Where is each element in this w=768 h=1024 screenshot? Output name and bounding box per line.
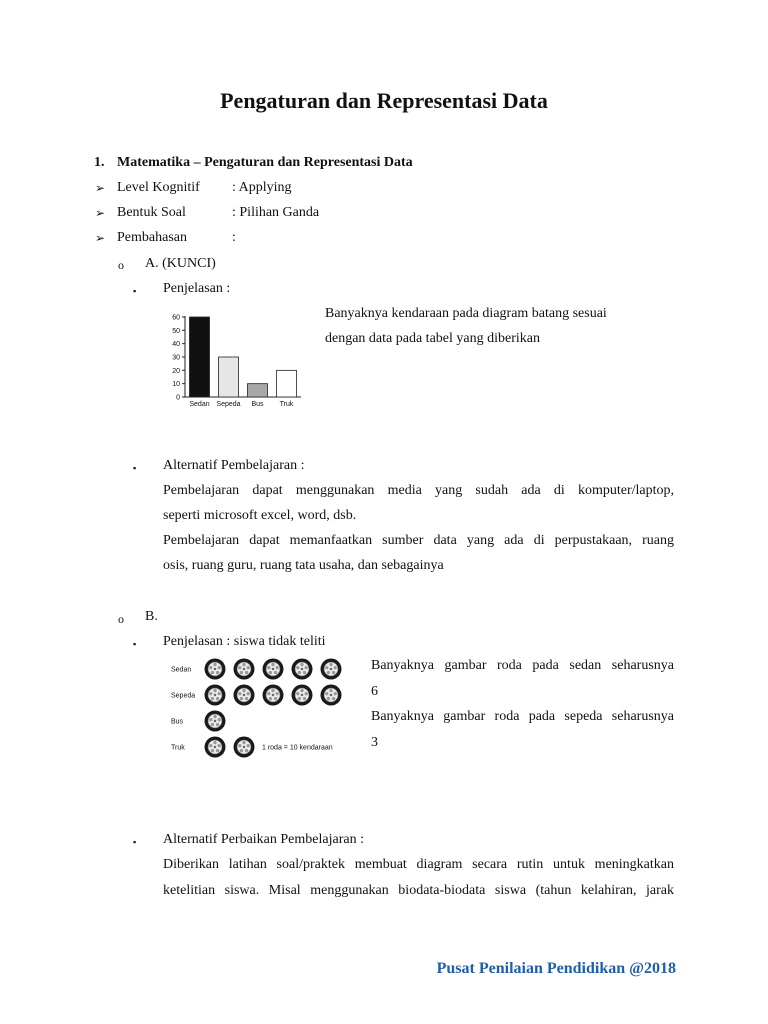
y-tick-label: 40 (172, 341, 180, 349)
bar-truk (277, 370, 297, 397)
meta-value-level: : Applying (232, 180, 292, 195)
paragraph-line: Pembelajaran dapat memanfaatkan sumber data yang ada di perpustakaan, ruang (163, 533, 674, 548)
x-tick-label: Truk (279, 401, 294, 408)
page-title: Pengaturan dan Representasi Data (220, 88, 548, 113)
wheel-icon (321, 685, 342, 706)
wheel-icon (263, 659, 284, 680)
wheel-icon (205, 659, 226, 680)
bar-chart (165, 308, 310, 412)
wheel-icon (321, 659, 342, 680)
arrow-bullet-icon: ➢ (95, 231, 106, 245)
pictogram-row-label: Bus (171, 718, 184, 726)
meta-label-pembahasan: Pembahasan (117, 230, 187, 245)
square-bullet-icon: ▪ (133, 463, 137, 473)
pictogram-row-label: Sedan (171, 666, 192, 674)
meta-label-level: Level Kognitif (117, 180, 200, 195)
square-bullet-icon: ▪ (133, 837, 137, 847)
y-tick-label: 0 (176, 394, 180, 402)
y-tick-label: 20 (172, 367, 180, 375)
option-a-label: A. (KUNCI) (145, 256, 216, 271)
y-tick-label: 10 (172, 381, 180, 389)
option-b-explanation-line: 3 (371, 735, 378, 750)
y-tick-label: 30 (172, 354, 180, 362)
bar-sepeda (219, 357, 239, 397)
option-b-explanation-line: Banyaknya gambar roda pada sepeda seharusnya (371, 709, 674, 724)
paragraph-line: Diberikan latihan soal/praktek membuat diagram secara rutin untuk meningkatkan (163, 857, 674, 872)
option-b-explanation-line: 6 (371, 684, 378, 699)
option-a-penjelasan-label: Penjelasan : (163, 281, 231, 296)
y-tick-label: 50 (172, 327, 180, 335)
wheel-icon (234, 685, 255, 706)
option-a-alternatif-label: Alternatif Pembelajaran : (163, 458, 305, 473)
circle-bullet-icon: o (118, 258, 124, 272)
paragraph-line: seperti microsoft excel, word, dsb. (163, 508, 357, 523)
bar-sedan (190, 317, 210, 397)
paragraph-line: ketelitian siswa. Misal menggunakan biodata-biodata siswa (tahun kelahiran, jarak (163, 883, 674, 898)
option-b-explanation-line: Banyaknya gambar roda pada sedan seharusnya (371, 658, 674, 673)
option-b-label: B. (145, 609, 158, 624)
pictogram-row-label: Sepeda (171, 692, 196, 700)
meta-value-pembahasan: : (232, 230, 236, 245)
wheel-icon (205, 685, 226, 706)
x-tick-label: Sepeda (216, 401, 241, 408)
paragraph-line: Pembelajaran dapat menggunakan media yang sudah ada di komputer/laptop, (163, 483, 674, 498)
section-heading: Matematika – Pengaturan dan Representasi Data (117, 155, 413, 170)
paragraph-line: osis, ruang guru, ruang tata usaha, dan sebagainya (163, 558, 444, 573)
wheel-icon (234, 737, 255, 758)
option-b-penjelasan: Penjelasan : siswa tidak teliti (163, 634, 326, 649)
wheel-icon (205, 711, 226, 732)
section-number: 1. (94, 155, 105, 170)
meta-value-bentuk: : Pilihan Ganda (232, 205, 320, 220)
wheel-icon (263, 685, 284, 706)
pictogram (165, 655, 355, 765)
meta-label-bentuk: Bentuk Soal (117, 205, 186, 220)
option-b-alternatif-label: Alternatif Perbaikan Pembelajaran : (163, 832, 364, 847)
y-tick-label: 60 (172, 314, 180, 322)
x-tick-label: Sedan (189, 401, 210, 408)
wheel-icon (205, 737, 226, 758)
arrow-bullet-icon: ➢ (95, 206, 106, 220)
option-a-explanation-line: dengan data pada tabel yang diberikan (325, 331, 540, 346)
pictogram-row-label: Truk (171, 744, 185, 752)
arrow-bullet-icon: ➢ (95, 181, 106, 195)
pictogram-legend: 1 roda = 10 kendaraan (262, 744, 333, 752)
x-tick-label: Bus (251, 401, 264, 408)
bar-bus (248, 384, 268, 397)
square-bullet-icon: ▪ (133, 286, 137, 296)
footer-text: Pusat Penilaian Pendidikan @2018 (436, 960, 676, 977)
square-bullet-icon: ▪ (133, 639, 137, 649)
wheel-icon (292, 685, 313, 706)
option-a-explanation-line: Banyaknya kendaraan pada diagram batang sesuai (325, 306, 607, 321)
wheel-icon (292, 659, 313, 680)
circle-bullet-icon: o (118, 612, 124, 626)
wheel-icon (234, 659, 255, 680)
